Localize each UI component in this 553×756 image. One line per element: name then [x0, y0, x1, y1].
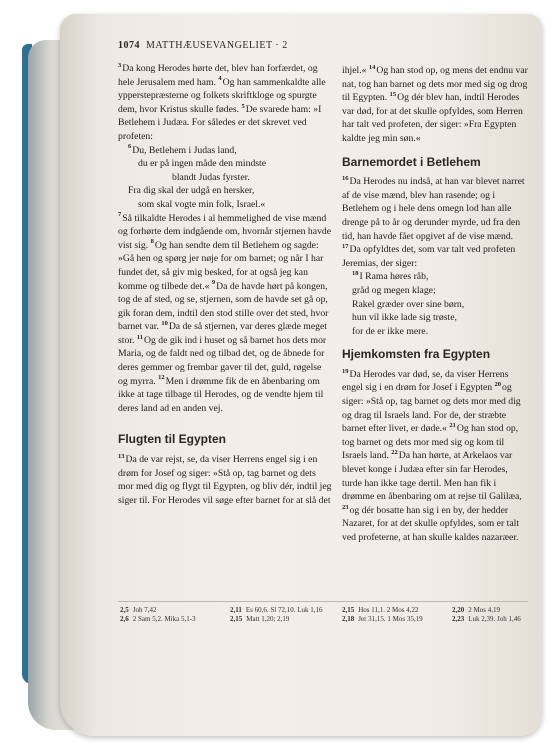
verse-text: Og han stod op, tog barnet og dets mor med sig og kom til Israels land.	[342, 423, 519, 462]
verse-text: Da de så stjernen, var deres glæde meget stor.	[118, 321, 327, 346]
cross-reference: 2,15 Hos 11,1. 2 Mos 4,22	[342, 606, 419, 614]
verse-text: De svarede ham: »I Betlehem i Judæa. For således er det skrevet ved profeten:	[118, 103, 322, 142]
verse-text: Da Herodes var død, se, da viser Herrens engel sig i en drøm for Josef i Egypten	[342, 368, 509, 394]
verse-text: og dér bosatte han sig i en by, der hedder Nazaret, for at det skulle opfyldes, som er talt ved profeterne, at han skulle kaldes nazaræer.	[342, 504, 520, 543]
cross-reference: 2,20 2 Mos 4,19	[452, 606, 500, 614]
verse-text: Men i drømme fik de en åbenbaring om ikke at tage tilbage til Herodes, og de vendte hjem til deres land ad en anden vej.	[118, 375, 324, 414]
verse-number: 15	[389, 90, 397, 98]
verse-number: 14	[368, 63, 376, 71]
poem-line: du er på ingen måde den mindste	[138, 158, 267, 170]
quotation-poem	[342, 270, 530, 338]
poem-line: for de er ikke mere.	[352, 325, 429, 337]
verse-number: 22	[391, 449, 398, 457]
verse-number: 3	[118, 61, 122, 69]
section-heading: Hjemkomsten fra Egypten	[342, 347, 491, 362]
verse-number: 12	[158, 374, 165, 382]
cross-reference: 2,6 2 Sam 5,2. Mika 5,1-3	[120, 615, 196, 623]
cross-references	[342, 606, 423, 624]
footnote-divider	[118, 601, 528, 602]
right-column	[342, 64, 530, 545]
verse-number: 21	[449, 422, 456, 430]
verse-number: 20	[494, 381, 502, 389]
poem-line: hun vil ikke lade sig trøste,	[352, 312, 457, 324]
verse-text: og siger: »Stå op, tag barnet og dets mor med dig og drag til Israels land. For de, der stræbte barnet efter livet, er døde.«	[342, 382, 521, 435]
cross-reference: 2,11 Es 60,6. Sl 72,10. Luk 1,16	[230, 606, 323, 614]
paragraph	[342, 368, 530, 545]
verse-number: 6	[128, 143, 132, 151]
verse-number: 8	[150, 238, 154, 246]
paragraph	[118, 453, 332, 507]
verse-text: Og han sendte dem til Betlehem og sagde: »Gå hen og spørg jer nøje for om barnet; og når I har fundet det, så giv mig besked, for at også jeg kan komme og tilbede det.«	[118, 239, 324, 292]
section-heading: Barnemordet i Betlehem	[342, 154, 481, 169]
verse-number: 4	[218, 75, 222, 83]
verse-text: Da han hørte, at Arkelaos var blevet konge i Judæa efter sin far Herodes, turde han ikke tage dertil. Men han fik i drømme en åbenbaring om at rejse til Galilæa,	[342, 450, 522, 503]
page-number: 1074	[118, 40, 140, 51]
section-heading: Flugten til Egypten	[118, 432, 226, 447]
verse-number: 16	[342, 174, 349, 182]
left-column	[118, 62, 332, 507]
verse-text: Da kong Herodes hørte det, blev han forfærdet, og hele Jerusalem med ham.	[118, 63, 318, 88]
verse-number: 5	[241, 102, 245, 110]
poem-line: $^{18}$I Rama høres råb,	[352, 270, 429, 283]
cross-reference: 2,18 Jer 31,15. 1 Mos 35,19	[342, 615, 423, 623]
verse-number: 23	[342, 503, 349, 511]
paragraph	[118, 212, 332, 416]
poem-line: blandt Judas fyrster.	[172, 171, 250, 183]
running-title: MATTHÆUSEVANGELIET · 2	[146, 40, 288, 51]
verse-number: 11	[136, 333, 143, 341]
verse-number: 17	[342, 242, 349, 250]
verse-text: Så tilkaldte Herodes i al hemmelighed de vise mænd og forhørte dem indgående om, hvornår stjernen havde vist sig.	[118, 212, 332, 251]
cross-reference: 2,5 Joh 7,42	[120, 606, 157, 614]
poem-line: Fra dig skal der udgå en hersker,	[128, 185, 255, 197]
verse-text: Da Herodes nu indså, at han var blevet narret af de vise mænd, blev han rasende; og i Betlehem og i hele dens omegn lod han alle drenge på to år og derunder myrde, ud fra den tid, han havde fået opgivet af de vise mænd.	[342, 176, 525, 242]
verse-number: 10	[161, 320, 168, 328]
verse-text: ihjel.«	[342, 65, 367, 76]
cross-references	[230, 606, 323, 624]
cross-references	[452, 606, 521, 624]
verse-text: Og han sammenkaldte alle ypperstepræsterne og folkets skriftkloge og spurgte dem, hvor Kristus skulle fødes.	[118, 76, 326, 115]
verse-number: 13	[118, 452, 125, 460]
verse-text: Da opfyldtes det, som var talt ved profeten Jeremias, der siger:	[342, 244, 516, 269]
verse-text: Da de var rejst, se, da viser Herrens engel sig i en drøm for Josef og siger: »Stå op, tag barnet og dets mor med dig og flygt til Egypten, og bliv dér, indtil jeg siger til. For Herodes vil søge efter barnet for at slå det	[118, 454, 332, 506]
verse-number: 18	[352, 270, 359, 278]
paragraph	[342, 64, 530, 146]
poem-line: som skal vogte min folk, Israel.«	[138, 198, 266, 210]
cross-references	[120, 606, 196, 624]
cross-reference: 2,15 Matt 1,20; 2,19	[230, 615, 290, 623]
quotation-poem	[118, 144, 332, 212]
poem-line: Rakel græder over sine børn,	[352, 298, 465, 310]
paragraph	[118, 62, 332, 144]
verse-text: Da de havde hørt på kongen, tog de af sted, og se, stjernen, som de havde set gå op, gik foran dem, indtil den stod stille over det sted, hvor barnet var.	[118, 280, 329, 333]
poem-line: gråd og megen klage;	[352, 284, 436, 296]
poem-line: $^6$Du, Betlehem i Judas land,	[128, 143, 237, 156]
verse-text: Og de gik ind i huset og så barnet hos dets mor Maria, og de faldt ned og tilbad det, og de åbnede for deres gemmer og frembar gaver til det, guld, røgelse og myrra.	[118, 334, 327, 387]
verse-number: 19	[342, 367, 349, 375]
running-header	[118, 40, 328, 51]
verse-number: 7	[118, 211, 122, 219]
verse-text: Og dér blev han, indtil Herodes var død, for at det skulle opfyldes, som Herren har talt ved profeten, der siger: »Fra Egypten kaldte jeg min søn.«	[342, 92, 523, 144]
verse-text: Og han stod op, og mens det endnu var nat, tog han barnet og dets mor med sig og drog til Egypten.	[342, 65, 528, 104]
verse-number: 9	[211, 279, 216, 287]
paragraph	[342, 175, 530, 270]
cross-reference: 2,23 Luk 2,39. Joh 1,46	[452, 615, 521, 623]
